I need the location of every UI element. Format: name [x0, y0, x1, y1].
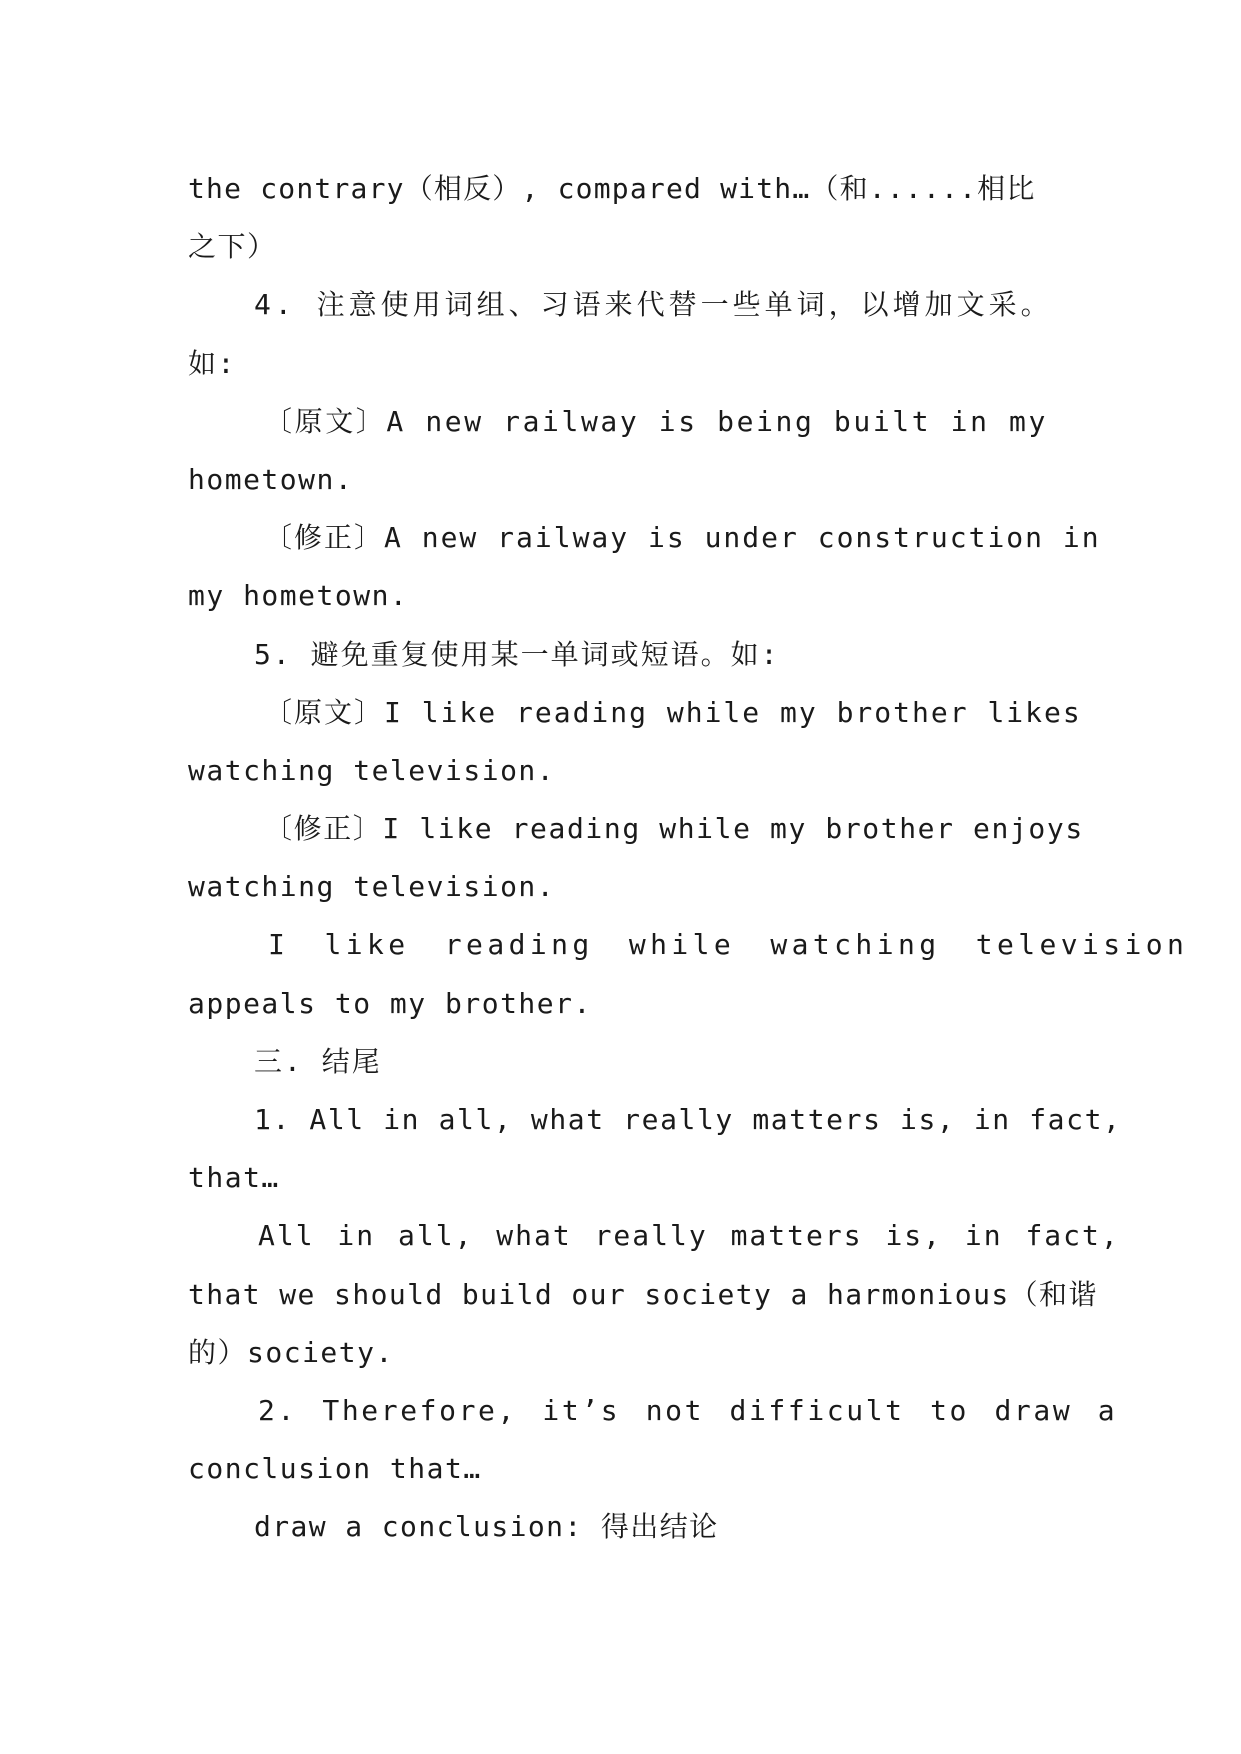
text-line: 之下） — [188, 230, 277, 264]
text-line: watching television. — [188, 753, 556, 787]
example-original: 〔原文〕A new railway is being built in my — [264, 404, 1048, 438]
definition-line: draw a conclusion: 得出结论 — [254, 1510, 719, 1544]
text-line: watching television. — [188, 870, 556, 904]
example-original: 〔原文〕I like reading while my brother likes — [264, 695, 1082, 729]
text-line: hometown. — [188, 462, 354, 496]
text-line: my hometown. — [188, 579, 409, 613]
list-item-heading: 4. 注意使用词组、习语来代替一些单词，以增加文采。 — [254, 288, 1053, 322]
example-sentence: All in all, what really matters is, in fact, — [258, 1219, 1120, 1253]
text-line: that we should build our society a harmonious（和谐 — [188, 1277, 1098, 1311]
example-corrected: 〔修正〕I like reading while my brother enjoys — [264, 812, 1084, 846]
list-item-heading: 5. 避免重复使用某一单词或短语。如: — [254, 637, 780, 671]
section-heading: 三. 结尾 — [254, 1044, 382, 1078]
example-alternative: I like reading while watching television — [268, 928, 1189, 962]
example-corrected: 〔修正〕A new railway is under construction in — [264, 521, 1101, 555]
text-line: conclusion that… — [188, 1452, 482, 1486]
text-line: 如: — [188, 346, 236, 380]
list-item-heading: 1. All in all, what really matters is, in fact, — [254, 1103, 1122, 1136]
text-line: appeals to my brother. — [188, 986, 592, 1020]
text-line: the contrary（相反）, compared with…（和......相比 — [188, 172, 1036, 205]
document-body — [188, 160, 1189, 1557]
document-text — [188, 160, 1189, 1557]
list-item-heading: 2. Therefore, it’s not difficult to draw a — [258, 1393, 1118, 1427]
text-line: that… — [188, 1161, 280, 1195]
text-line: 的）society. — [188, 1335, 394, 1369]
